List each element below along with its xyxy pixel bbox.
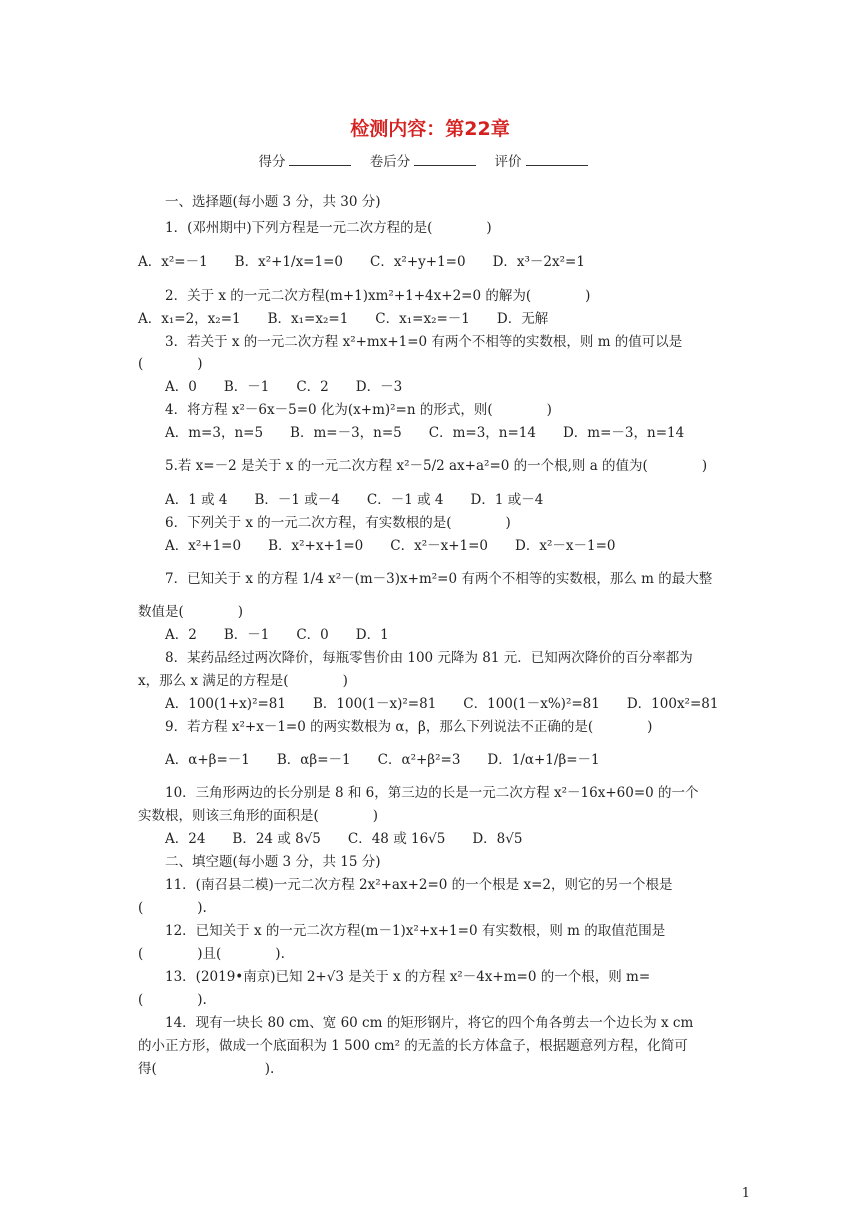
text-line: 13．(2019•南京)已知 2+√3 是关于 x 的方程 x²－4x+m=0 的一个根，则 m= (165, 969, 651, 985)
text-line: 6．下列关于 x 的一元二次方程，有实数根的是( ) (165, 515, 511, 531)
text-line: ( ) (138, 356, 203, 372)
text-line: A．x₁=2，x₂=1 B．x₁=x₂=1 C．x₁=x₂=－1 D．无解 (138, 311, 549, 327)
text-line: ( ). (138, 992, 207, 1008)
text-line: 14．现有一块长 80 cm、宽 60 cm 的矩形钢片，将它的四个角各剪去一个边长为 x cm (165, 1015, 694, 1031)
text-line: 5.若 x=－2 是关于 x 的一元二次方程 x²－5/2 ax+a²=0 的一个根,则 a 的值为( ) (165, 458, 708, 474)
text-line: 4．将方程 x²－6x－5=0 化为(x+m)²=n 的形式，则( ) (165, 402, 552, 418)
score-label: 得分 (258, 154, 286, 170)
text-line: 12．已知关于 x 的一元二次方程(m－1)x²+x+1=0 有实数根，则 m 的取值范围是 (165, 923, 666, 939)
text-line: A．100(1+x)²=81 B．100(1－x)²=81 C．100(1－x%)²=81 D．100x²=81 (165, 696, 719, 712)
text-line: 3．若关于 x 的一元二次方程 x²+mx+1=0 有两个不相等的实数根，则 m 的值可以是 (165, 334, 683, 350)
text-line: 2．关于 x 的一元二次方程(m+1)xm²+1+4x+2=0 的解为( ) (165, 288, 591, 304)
text-line: 实数根，则该三角形的面积是( ) (138, 808, 379, 824)
text-line: 的小正方形，做成一个底面积为 1 500 cm² 的无盖的长方体盒子，根据题意列方程，化简可 (138, 1038, 688, 1054)
text-line: 9．若方程 x²+x－1=0 的两实数根为 α，β，那么下列说法不正确的是( ) (165, 719, 653, 735)
text-line: 1．(邓州期中)下列方程是一元二次方程的是( ) (165, 220, 492, 236)
text-line: ( )且( ). (138, 946, 285, 962)
text-line: 一、选择题(每小题 3 分，共 30 分) (165, 194, 381, 210)
page-title: 检测内容：第22章 (350, 118, 510, 140)
text-line: 10．三角形两边的长分别是 8 和 6，第三边的长是一元二次方程 x²－16x+60=0 的一个 (165, 785, 699, 801)
text-line: x，那么 x 满足的方程是( ) (138, 673, 348, 689)
text-line: 得( ). (138, 1061, 275, 1077)
text-line: 8．某药品经过两次降价，每瓶零售价由 100 元降为 81 元．已知两次降价的百分率都为 (165, 650, 693, 666)
text-line: 7．已知关于 x 的方程 1/4 x²－(m－3)x+m²=0 有两个不相等的实数根，那么 m 的最大整 (165, 571, 713, 587)
page-number: 1 (741, 1186, 750, 1201)
text-line: A．α+β=－1 B．αβ=－1 C．α²+β²=3 D．1/α+1/β=－1 (165, 752, 600, 768)
text-line: A．24 B．24 或 8√5 C．48 或 16√5 D．8√5 (165, 831, 523, 847)
text-line: A．x²=－1 B．x²+1/x=1=0 C．x²+y+1=0 D．x³－2x²=1 (138, 254, 585, 270)
text-line: 二、填空题(每小题 3 分，共 15 分) (165, 854, 381, 870)
final-score-blank[interactable] (414, 153, 476, 166)
text-line: A．1 或 4 B．－1 或－4 C．－1 或 4 D．1 或－4 (165, 492, 544, 508)
text-line: A．0 B．－1 C．2 D．－3 (165, 379, 403, 395)
score-blank[interactable] (289, 153, 351, 166)
text-line: 11．(南召县二模)一元二次方程 2x²+ax+2=0 的一个根是 x=2，则它的另一个根是 (165, 877, 673, 893)
text-line: A．2 B．－1 C．0 D．1 (165, 627, 389, 643)
evaluation-blank[interactable] (526, 153, 588, 166)
evaluation-label: 评价 (494, 154, 522, 170)
text-line: ( ). (138, 900, 207, 916)
text-line: A．x²+1=0 B．x²+x+1=0 C．x²－x+1=0 D．x²－x－1=0 (165, 538, 616, 554)
text-line: A．m=3，n=5 B．m=－3，n=5 C．m=3，n=14 D．m=－3，n=14 (165, 425, 685, 441)
score-row (0, 153, 860, 170)
final-score-label: 卷后分 (369, 154, 411, 170)
text-line: 数值是( ) (138, 604, 244, 620)
